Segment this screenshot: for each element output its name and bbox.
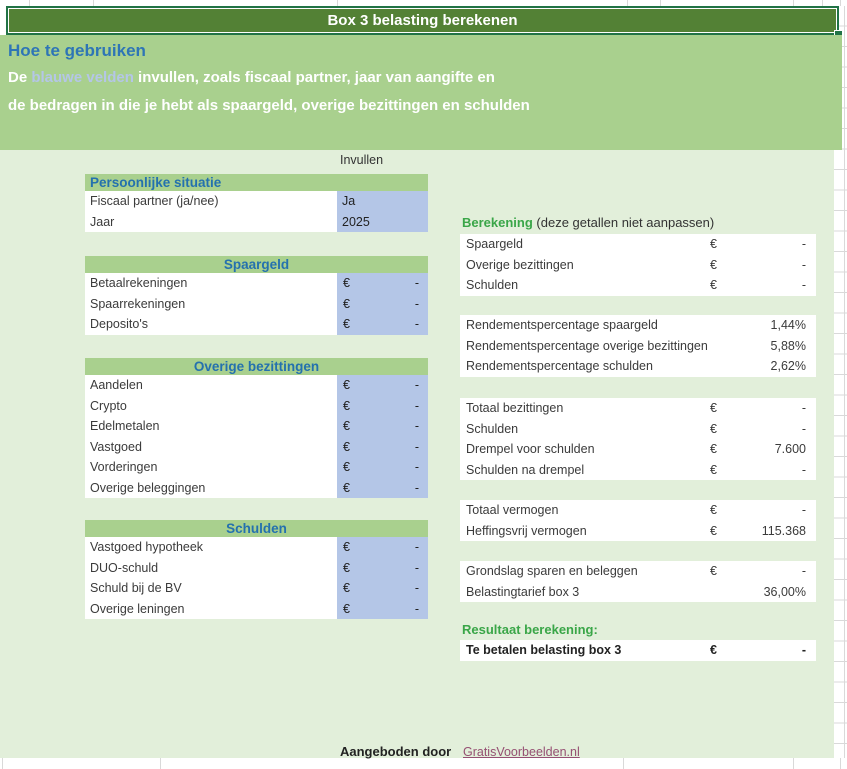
row-label: Rendementspercentage overige bezittingen <box>466 338 708 353</box>
row-edelmetalen <box>85 416 428 437</box>
row-label: Te betalen belasting box 3 <box>466 643 622 658</box>
row-label: Drempel voor schulden <box>466 442 595 457</box>
row-label: Crypto <box>85 396 337 417</box>
row-label: Vastgoed <box>85 437 337 458</box>
result-block <box>460 640 816 661</box>
cell-value: - <box>801 462 806 477</box>
row-label: Betaalrekeningen <box>85 273 337 294</box>
cell-value: - <box>801 237 806 252</box>
row-overige-beleggingen <box>85 478 428 499</box>
cell-value: - <box>801 643 806 658</box>
currency-symbol: € <box>710 237 717 252</box>
currency-symbol: € <box>343 296 350 311</box>
row-label: Aandelen <box>85 375 337 396</box>
calculation-heading <box>462 215 714 230</box>
row-depositos <box>85 314 428 335</box>
gridline <box>840 758 841 769</box>
row-label: Totaal vermogen <box>466 503 559 518</box>
row-label: Overige bezittingen <box>466 257 574 272</box>
currency-symbol: € <box>710 257 717 272</box>
cell-value: - <box>801 503 806 518</box>
currency-symbol: € <box>343 560 350 575</box>
input-cell-aandelen[interactable] <box>337 375 428 396</box>
cell-value: 5,88% <box>770 338 806 353</box>
cell-value: - <box>801 564 806 579</box>
currency-symbol: € <box>710 503 717 518</box>
calc-row-rendement-spaargeld <box>460 315 816 336</box>
calc-row-spaargeld <box>460 234 816 255</box>
input-cell-spaarrekeningen[interactable] <box>337 294 428 315</box>
calc-row-totaal-vermogen <box>460 500 816 521</box>
calc-row-overige-bezittingen <box>460 255 816 276</box>
input-cell-depositos[interactable] <box>337 314 428 335</box>
cell-value: - <box>414 276 419 291</box>
input-cell-jaar[interactable] <box>337 212 428 233</box>
cell-value: Ja <box>342 194 356 209</box>
cell-value: - <box>414 296 419 311</box>
calc-row-schulden2 <box>460 419 816 440</box>
row-schuld-bij-de-bv <box>85 578 428 599</box>
section-header-persoonlijke-situatie: Persoonlijke situatie <box>85 174 428 191</box>
section-header-spaargeld: Spaargeld <box>85 256 428 273</box>
row-label: Schulden <box>466 421 519 436</box>
input-cell-overige-leningen[interactable] <box>337 599 428 620</box>
gratisvoorbeelden-link[interactable]: GratisVoorbeelden.nl <box>463 745 580 759</box>
cell-value: - <box>414 439 419 454</box>
currency-symbol: € <box>343 601 350 616</box>
page-title: Box 3 belasting berekenen <box>327 12 518 29</box>
row-vastgoed-hypotheek <box>85 537 428 558</box>
calc-block-totals <box>460 398 816 480</box>
calc-block-amounts <box>460 234 816 296</box>
input-cell-edelmetalen[interactable] <box>337 416 428 437</box>
input-cell-vastgoed[interactable] <box>337 437 428 458</box>
row-label: Belastingtarief box 3 <box>466 584 580 599</box>
row-label: Overige leningen <box>85 599 337 620</box>
row-vastgoed <box>85 437 428 458</box>
currency-symbol: € <box>343 480 350 495</box>
currency-symbol: € <box>710 643 717 658</box>
calculation-heading-accent: Berekening <box>462 215 533 230</box>
instructions-line1-end: invullen, zoals fiscaal partner, jaar van aangifte en <box>133 69 495 86</box>
instructions-line1-start: De <box>8 69 32 86</box>
row-overige-leningen <box>85 599 428 620</box>
input-cell-vastgoed-hypotheek[interactable] <box>337 537 428 558</box>
row-label: Spaarrekeningen <box>85 294 337 315</box>
currency-symbol: € <box>343 398 350 413</box>
cell-value: - <box>414 480 419 495</box>
currency-symbol: € <box>343 439 350 454</box>
currency-symbol: € <box>710 523 717 538</box>
currency-symbol: € <box>343 378 350 393</box>
currency-symbol: € <box>343 419 350 434</box>
currency-symbol: € <box>710 421 717 436</box>
input-cell-fiscaal-partner[interactable] <box>337 191 428 212</box>
row-label: DUO-schuld <box>85 558 337 579</box>
calc-row-totaal-bezittingen <box>460 398 816 419</box>
gridline <box>793 758 794 769</box>
section-header-overige-bezittingen: Overige bezittingen <box>85 358 428 375</box>
row-label: Schulden <box>466 278 519 293</box>
currency-symbol: € <box>343 540 350 555</box>
calculation-heading-note: (deze getallen niet aanpassen) <box>532 215 715 230</box>
row-label: Edelmetalen <box>85 416 337 437</box>
input-cell-crypto[interactable] <box>337 396 428 417</box>
result-heading: Resultaat berekening: <box>462 622 598 637</box>
instructions-heading: Hoe te gebruiken <box>8 41 146 60</box>
row-spaarrekeningen <box>85 294 428 315</box>
section-header-schulden: Schulden <box>85 520 428 537</box>
title-cell[interactable] <box>6 6 839 35</box>
input-cell-schuld-bij-de-bv[interactable] <box>337 578 428 599</box>
currency-symbol: € <box>710 564 717 579</box>
blue-fields-highlight: blauwe velden <box>31 69 134 86</box>
calc-row-belastingtarief <box>460 582 816 603</box>
calc-row-rendement-overige <box>460 336 816 357</box>
credit-label: Aangeboden door <box>340 744 452 759</box>
cell-value: - <box>414 560 419 575</box>
cell-value: - <box>414 419 419 434</box>
cell-value: - <box>414 460 419 475</box>
currency-symbol: € <box>343 460 350 475</box>
cell-value: 7.600 <box>774 442 806 457</box>
input-cell-betaalrekeningen[interactable] <box>337 273 428 294</box>
cell-value: - <box>414 317 419 332</box>
cell-value: - <box>414 581 419 596</box>
cell-value: 2025 <box>342 214 370 229</box>
cell-value: - <box>414 378 419 393</box>
row-label: Vorderingen <box>85 457 337 478</box>
currency-symbol: € <box>710 401 717 416</box>
calc-block-percentages <box>460 315 816 377</box>
row-vorderingen <box>85 457 428 478</box>
row-label: Spaargeld <box>466 237 523 252</box>
input-cell-vorderingen[interactable] <box>337 457 428 478</box>
row-label: Jaar <box>85 212 337 233</box>
calc-row-rendement-schulden <box>460 356 816 377</box>
gridline <box>160 758 161 769</box>
input-cell-duo-schuld[interactable] <box>337 558 428 579</box>
cell-value: - <box>801 278 806 293</box>
row-fiscaal-partner <box>85 191 428 212</box>
calc-block-vermogen <box>460 500 816 541</box>
row-label: Vastgoed hypotheek <box>85 537 337 558</box>
calc-row-drempel <box>460 439 816 460</box>
row-label: Grondslag sparen en beleggen <box>466 564 638 579</box>
calc-row-grondslag <box>460 561 816 582</box>
currency-symbol: € <box>343 317 350 332</box>
cell-value: - <box>414 540 419 555</box>
row-duo-schuld <box>85 558 428 579</box>
cell-value: - <box>801 401 806 416</box>
calc-block-grondslag <box>460 561 816 602</box>
row-label: Deposito's <box>85 314 337 335</box>
cell-value: 36,00% <box>763 584 806 599</box>
currency-symbol: € <box>343 581 350 596</box>
row-betaalrekeningen <box>85 273 428 294</box>
gridline <box>623 758 624 769</box>
cell-value: - <box>414 398 419 413</box>
row-label: Fiscaal partner (ja/nee) <box>85 191 337 212</box>
row-label: Schulden na drempel <box>466 462 585 477</box>
gridline <box>2 758 3 769</box>
cell-value: - <box>801 257 806 272</box>
input-column-header: Invullen <box>340 153 384 167</box>
row-label: Schuld bij de BV <box>85 578 337 599</box>
calc-row-heffingsvrij <box>460 521 816 542</box>
currency-symbol: € <box>710 278 717 293</box>
cell-value: - <box>801 421 806 436</box>
instructions-line2: de bedragen in die je hebt als spaargeld, overige bezittingen en schulden <box>8 97 530 114</box>
row-label: Heffingsvrij vermogen <box>466 523 587 538</box>
currency-symbol: € <box>710 462 717 477</box>
row-label: Totaal bezittingen <box>466 401 564 416</box>
calc-row-schulden <box>460 275 816 296</box>
row-jaar <box>85 212 428 233</box>
cell-value: 2,62% <box>770 359 806 374</box>
row-label: Rendementspercentage spaargeld <box>466 318 658 333</box>
instructions-line1 <box>8 69 495 86</box>
input-cell-overige-beleggingen[interactable] <box>337 478 428 499</box>
grid-bottom-strip <box>0 758 847 769</box>
cell-value: 115.368 <box>761 523 806 538</box>
row-label: Rendementspercentage schulden <box>466 359 653 374</box>
calc-row-schulden-na-drempel <box>460 460 816 481</box>
row-label: Overige beleggingen <box>85 478 337 499</box>
row-crypto <box>85 396 428 417</box>
cell-value: 1,44% <box>770 318 806 333</box>
cell-value: - <box>414 601 419 616</box>
calc-row-te-betalen <box>460 640 816 661</box>
currency-symbol: € <box>343 276 350 291</box>
row-aandelen <box>85 375 428 396</box>
currency-symbol: € <box>710 442 717 457</box>
instructions-panel <box>0 35 842 150</box>
